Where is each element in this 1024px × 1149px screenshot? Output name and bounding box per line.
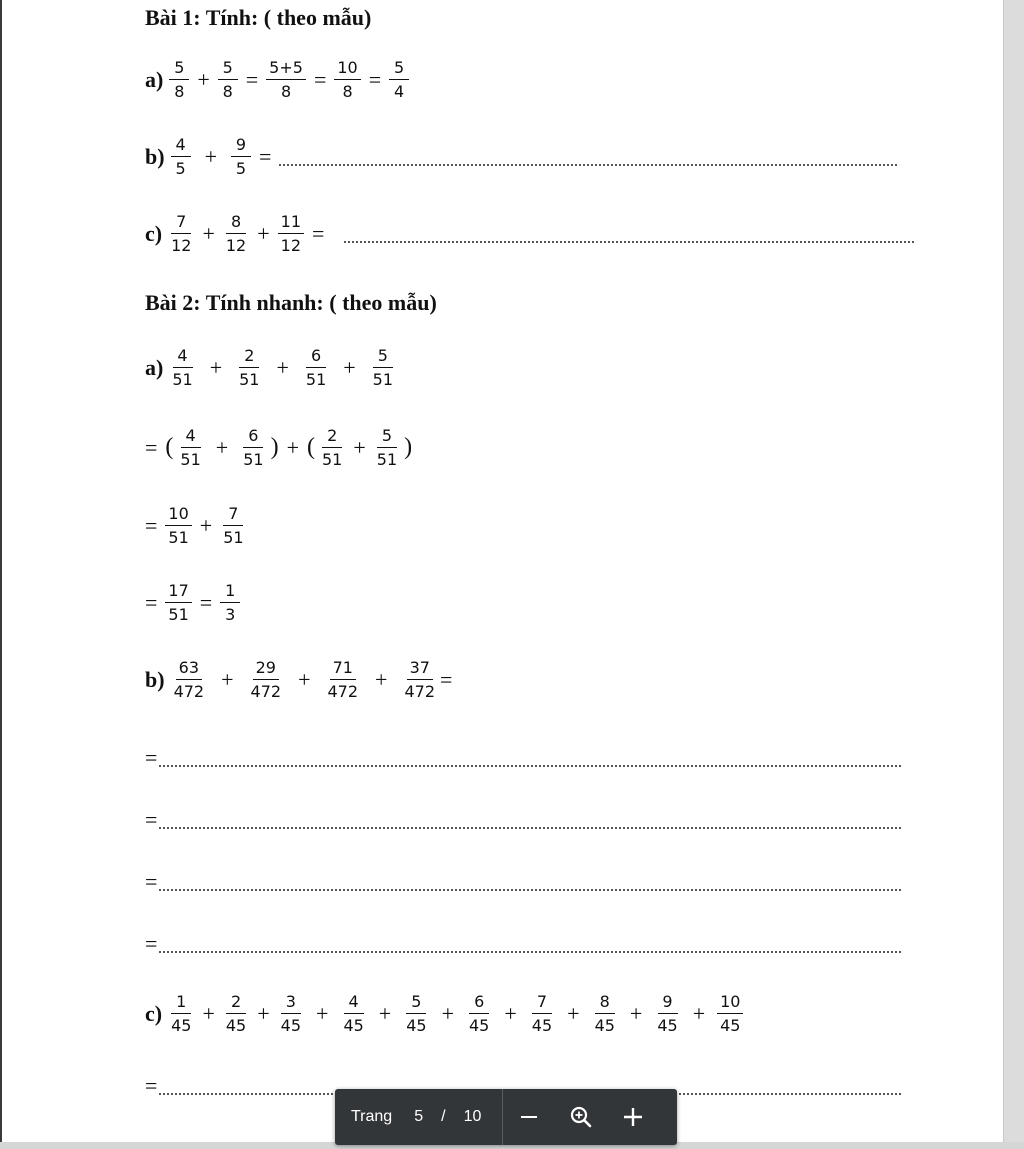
denominator: 8 bbox=[174, 82, 185, 101]
bai2-b-work4 bbox=[145, 931, 901, 957]
denominator: 51 bbox=[372, 370, 394, 389]
operator-symbol: = bbox=[440, 666, 453, 692]
operator-symbol: + bbox=[197, 66, 210, 92]
operator-symbol: + bbox=[286, 434, 299, 460]
numerator: 17 bbox=[165, 581, 191, 603]
fraction bbox=[248, 658, 285, 701]
bai2-b-work2 bbox=[145, 807, 901, 833]
denominator: 472 bbox=[250, 682, 282, 701]
operator-symbol: ( bbox=[165, 434, 174, 460]
numerator: 6 bbox=[306, 346, 326, 368]
denominator: 8 bbox=[222, 82, 233, 101]
operator-symbol: = bbox=[199, 589, 213, 615]
operator-symbol: + bbox=[202, 1000, 215, 1026]
denominator: 8 bbox=[280, 82, 292, 101]
operator-symbol: = bbox=[258, 143, 272, 169]
numerator: 6 bbox=[243, 426, 263, 448]
bai2-a-line3 bbox=[145, 504, 249, 547]
denominator: 51 bbox=[168, 528, 189, 547]
page-indicator bbox=[335, 1089, 503, 1145]
denominator: 12 bbox=[225, 236, 247, 255]
page-label: Trang bbox=[351, 1108, 393, 1125]
numerator: 4 bbox=[171, 135, 191, 157]
operator-symbol: ( bbox=[306, 434, 315, 460]
fraction bbox=[168, 212, 194, 255]
item-label: b) bbox=[145, 143, 165, 169]
operator-symbol: = bbox=[145, 1073, 158, 1098]
answer-blank bbox=[159, 827, 901, 829]
fraction bbox=[171, 658, 208, 701]
denominator: 12 bbox=[171, 236, 192, 255]
bai2-a-line1 bbox=[145, 346, 398, 389]
numerator: 37 bbox=[407, 658, 433, 680]
numerator: 5 bbox=[169, 58, 189, 80]
numerator: 7 bbox=[223, 504, 243, 526]
fraction bbox=[240, 426, 266, 469]
numerator: 1 bbox=[171, 992, 191, 1014]
operator-symbol: + bbox=[204, 143, 217, 169]
fraction bbox=[220, 504, 246, 547]
answer-blank bbox=[159, 889, 901, 891]
operator-symbol: + bbox=[567, 1000, 580, 1026]
bai2-a-line4 bbox=[145, 581, 242, 624]
denominator: 4 bbox=[394, 82, 405, 101]
bai1-heading: Bài 1: Tính: ( theo mẫu) bbox=[145, 5, 372, 30]
numerator: 10 bbox=[334, 58, 360, 80]
fraction bbox=[231, 135, 251, 178]
numerator: 5 bbox=[389, 58, 409, 80]
zoom-out-button[interactable] bbox=[503, 1089, 555, 1145]
zoom-icon bbox=[569, 1105, 593, 1129]
item-label: a) bbox=[145, 66, 164, 92]
answer-blank bbox=[344, 241, 914, 243]
numerator: 9 bbox=[231, 135, 251, 157]
numerator: 5+5 bbox=[266, 58, 306, 80]
numerator: 4 bbox=[173, 346, 193, 368]
bai1-b bbox=[145, 135, 897, 178]
answer-blank bbox=[279, 164, 897, 166]
numerator: 5 bbox=[218, 58, 238, 80]
fraction bbox=[303, 346, 329, 389]
numerator: 10 bbox=[717, 992, 743, 1014]
fraction bbox=[334, 58, 360, 101]
fit-zoom-button[interactable] bbox=[555, 1089, 607, 1145]
denominator: 472 bbox=[327, 682, 359, 701]
bai1-c bbox=[145, 212, 914, 255]
operator-symbol: = bbox=[145, 589, 158, 615]
fraction bbox=[389, 58, 409, 101]
denominator: 3 bbox=[225, 605, 236, 624]
denominator: 5 bbox=[175, 159, 186, 178]
operator-symbol: = bbox=[145, 807, 158, 832]
operator-symbol: = bbox=[145, 931, 158, 956]
item-label: c) bbox=[145, 220, 163, 246]
numerator: 71 bbox=[330, 658, 356, 680]
denominator: 12 bbox=[280, 236, 302, 255]
fraction bbox=[340, 992, 366, 1035]
numerator: 1 bbox=[220, 581, 240, 603]
numerator: 8 bbox=[226, 212, 246, 234]
minus-icon bbox=[521, 1116, 537, 1118]
current-page-input[interactable]: 5 bbox=[414, 1108, 424, 1125]
numerator: 2 bbox=[239, 346, 259, 368]
operator-symbol: + bbox=[629, 1000, 643, 1026]
fraction bbox=[466, 992, 492, 1035]
fraction bbox=[325, 658, 362, 701]
plus-icon bbox=[623, 1107, 643, 1127]
numerator: 11 bbox=[278, 212, 304, 234]
fraction bbox=[592, 992, 618, 1035]
pdf-viewer-toolbar bbox=[335, 1089, 677, 1145]
fraction bbox=[223, 212, 249, 255]
item-label: b) bbox=[145, 666, 165, 692]
viewer-left-edge bbox=[0, 0, 2, 1149]
operator-symbol: = bbox=[145, 434, 158, 460]
numerator: 3 bbox=[281, 992, 301, 1014]
fraction bbox=[319, 426, 345, 469]
fraction bbox=[177, 426, 203, 469]
operator-symbol: = bbox=[145, 512, 158, 538]
numerator: 63 bbox=[176, 658, 202, 680]
operator-symbol: = bbox=[145, 869, 158, 894]
numerator: 5 bbox=[377, 426, 397, 448]
operator-symbol: = bbox=[245, 66, 259, 92]
operator-symbol: + bbox=[202, 220, 215, 246]
denominator: 45 bbox=[657, 1016, 678, 1035]
fraction bbox=[717, 992, 743, 1035]
bai2-c bbox=[145, 992, 745, 1035]
fraction bbox=[529, 992, 555, 1035]
fraction bbox=[278, 992, 304, 1035]
numerator: 4 bbox=[181, 426, 201, 448]
denominator: 51 bbox=[243, 450, 264, 469]
denominator: 51 bbox=[321, 450, 343, 469]
fraction bbox=[236, 346, 262, 389]
fraction bbox=[654, 992, 680, 1035]
denominator: 45 bbox=[720, 1016, 741, 1035]
numerator: 6 bbox=[469, 992, 489, 1014]
answer-blank bbox=[159, 765, 901, 767]
denominator: 51 bbox=[168, 605, 189, 624]
bai2-a-line2 bbox=[145, 426, 414, 469]
fraction bbox=[168, 992, 194, 1035]
item-label: a) bbox=[145, 354, 164, 380]
operator-symbol: + bbox=[504, 1000, 517, 1026]
page-separator: / bbox=[441, 1108, 446, 1125]
operator-symbol: + bbox=[199, 512, 213, 538]
denominator: 51 bbox=[305, 370, 327, 389]
denominator: 45 bbox=[280, 1016, 302, 1035]
operator-symbol: + bbox=[316, 1000, 329, 1026]
operator-symbol: + bbox=[276, 354, 289, 380]
denominator: 45 bbox=[594, 1016, 615, 1035]
operator-symbol: = bbox=[312, 220, 325, 246]
operator-symbol: + bbox=[298, 666, 311, 692]
viewer-scrollbar-track[interactable] bbox=[1003, 0, 1024, 1149]
numerator: 7 bbox=[171, 212, 191, 234]
zoom-in-button[interactable] bbox=[607, 1089, 659, 1145]
operator-symbol: + bbox=[692, 1000, 706, 1026]
bai2-b bbox=[145, 658, 458, 701]
bai2-b-work3 bbox=[145, 869, 901, 895]
fraction bbox=[266, 58, 306, 101]
bai2-b-work1 bbox=[145, 745, 901, 771]
operator-symbol: = bbox=[313, 66, 327, 92]
numerator: 9 bbox=[658, 992, 678, 1014]
fraction bbox=[169, 58, 189, 101]
fraction bbox=[171, 135, 191, 178]
answer-blank bbox=[159, 951, 901, 953]
item-label: c) bbox=[145, 1000, 163, 1026]
denominator: 45 bbox=[531, 1016, 553, 1035]
fraction bbox=[370, 346, 396, 389]
bai2-heading: Bài 2: Tính nhanh: ( theo mẫu) bbox=[145, 290, 437, 315]
total-pages: 10 bbox=[463, 1108, 482, 1125]
numerator: 7 bbox=[532, 992, 552, 1014]
denominator: 472 bbox=[173, 682, 205, 701]
fraction bbox=[223, 992, 249, 1035]
fraction bbox=[401, 658, 438, 701]
operator-symbol: + bbox=[343, 354, 356, 380]
fraction bbox=[220, 581, 240, 624]
operator-symbol: = bbox=[368, 66, 382, 92]
operator-symbol: + bbox=[441, 1000, 454, 1026]
denominator: 51 bbox=[172, 370, 193, 389]
operator-symbol: + bbox=[257, 1000, 270, 1026]
operator-symbol: + bbox=[378, 1000, 392, 1026]
fraction bbox=[374, 426, 400, 469]
denominator: 45 bbox=[343, 1016, 364, 1035]
operator-symbol: + bbox=[215, 434, 229, 460]
denominator: 51 bbox=[239, 370, 260, 389]
operator-symbol: + bbox=[257, 220, 270, 246]
operator-symbol: ) bbox=[270, 434, 279, 460]
numerator: 5 bbox=[406, 992, 426, 1014]
operator-symbol: = bbox=[145, 745, 158, 770]
operator-symbol: + bbox=[353, 434, 366, 460]
numerator: 8 bbox=[595, 992, 615, 1014]
numerator: 10 bbox=[165, 504, 191, 526]
bai1-a bbox=[145, 58, 411, 101]
operator-symbol: ) bbox=[404, 434, 413, 460]
denominator: 51 bbox=[180, 450, 201, 469]
denominator: 5 bbox=[235, 159, 247, 178]
numerator: 29 bbox=[253, 658, 279, 680]
denominator: 45 bbox=[406, 1016, 427, 1035]
numerator: 2 bbox=[322, 426, 342, 448]
operator-symbol: + bbox=[209, 354, 223, 380]
fraction bbox=[403, 992, 429, 1035]
denominator: 51 bbox=[376, 450, 398, 469]
numerator: 2 bbox=[226, 992, 246, 1014]
denominator: 45 bbox=[171, 1016, 192, 1035]
numerator: 4 bbox=[344, 992, 364, 1014]
fraction bbox=[278, 212, 304, 255]
denominator: 8 bbox=[342, 82, 353, 101]
fraction bbox=[165, 504, 191, 547]
fraction bbox=[165, 581, 191, 624]
operator-symbol: + bbox=[375, 666, 388, 692]
denominator: 472 bbox=[404, 682, 436, 701]
denominator: 45 bbox=[225, 1016, 247, 1035]
operator-symbol: + bbox=[221, 666, 234, 692]
numerator: 5 bbox=[373, 346, 393, 368]
fraction bbox=[169, 346, 195, 389]
fraction bbox=[218, 58, 238, 101]
denominator: 45 bbox=[469, 1016, 490, 1035]
denominator: 51 bbox=[223, 528, 244, 547]
